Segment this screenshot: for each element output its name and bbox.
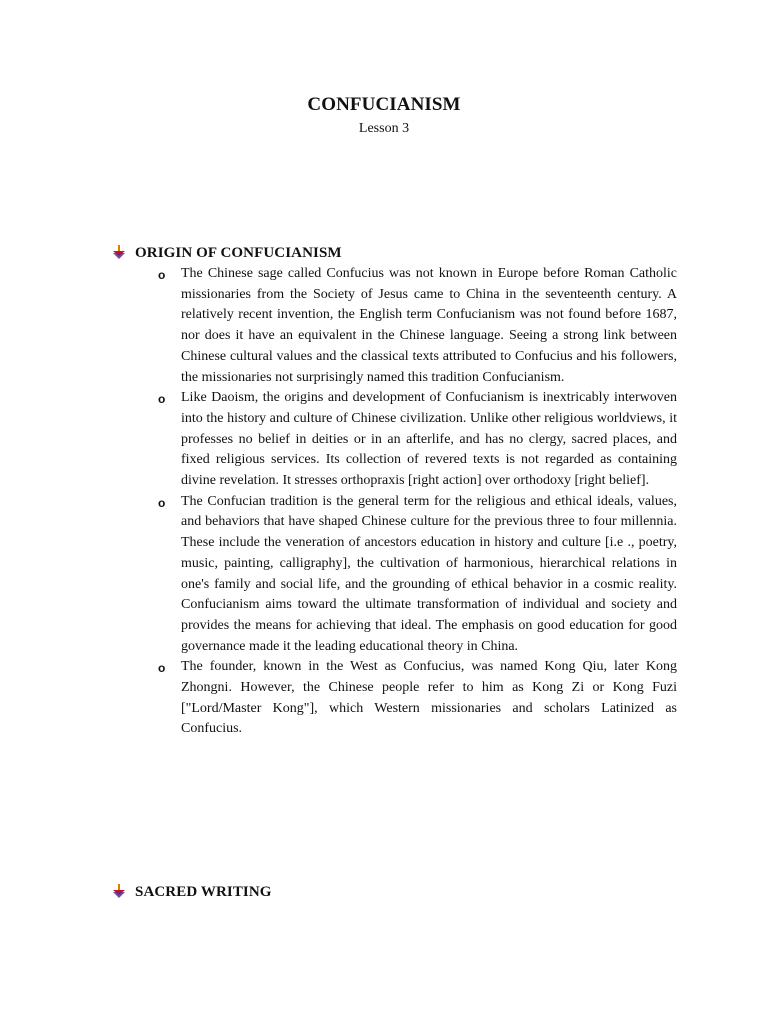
paragraph-text: The Chinese sage called Confucius was not known in Europe before Roman Catholic missionaries from the Society of Jesus came to China in the seventeenth century. A relatively recent invention, the English term Confucianism was not found before 1687, nor does it have an equivalent in the Chinese language. Seeing a strong link between Chinese cultural values and the classical texts attributed to Confucius and his followers, the missionaries not surprisingly named this tradition Confucianism. bbox=[181, 266, 677, 385]
circle-bullet-icon: o bbox=[158, 268, 166, 282]
section-heading-row bbox=[112, 243, 692, 263]
section-sacred-writing bbox=[112, 882, 692, 902]
list-item bbox=[112, 492, 692, 658]
section-origin bbox=[112, 243, 692, 740]
list-item bbox=[112, 388, 692, 492]
list-item bbox=[112, 657, 692, 740]
section-heading-row bbox=[112, 882, 692, 902]
paragraph-text: The Confucian tradition is the general term for the religious and ethical ideals, values, and behaviors that have shaped Chinese culture for the previous three to four millennia. These include the veneration of ancestors education in history and culture [i.e ., poetry, music, painting, calligraphy], the cultivation of harmonious, hierarchical relations in one's family and social life, and the grounding of ethical behavior in a cosmic reality. Confucianism aims toward the ultimate transformation of individual and society and provides the means for achieving that ideal. The emphasis on good education for good governance made it the leading educational theory in China. bbox=[181, 493, 677, 654]
paragraph-text: Like Daoism, the origins and development of Confucianism is inextricably interwoven into the history and culture of Chinese civilization. Unlike other religious worldviews, it professes no belief in deities or in an afterlife, and has no clergy, sacred places, and fixed religious services. Its collection of revered texts is not regarded as containing divine revelation. It stresses orthopraxis [right action] over orthodoxy [right belief]. bbox=[181, 390, 677, 489]
arrow-down-bullet-icon bbox=[112, 884, 126, 900]
circle-bullet-icon: o bbox=[158, 392, 166, 407]
document-title: CONFUCIANISM bbox=[307, 94, 461, 115]
arrow-down-bullet-icon bbox=[112, 245, 126, 261]
circle-bullet-icon: o bbox=[158, 661, 166, 676]
section-title: ORIGIN OF CONFUCIANISM bbox=[135, 244, 342, 261]
circle-bullet-icon: o bbox=[158, 495, 166, 510]
section-title: SACRED WRITING bbox=[135, 883, 272, 900]
list-item bbox=[112, 264, 692, 388]
paragraph-text: The founder, known in the West as Confucius, was named Kong Qiu, later Kong Zhongni. However, the Chinese people refer to him as Kong Zi or Kong Fuzi ["Lord/Master Kong"], which Western missionaries and scholars Latinized as Confucius. bbox=[181, 659, 677, 737]
document-subtitle: Lesson 3 bbox=[358, 121, 410, 136]
bullet-list bbox=[112, 264, 692, 740]
